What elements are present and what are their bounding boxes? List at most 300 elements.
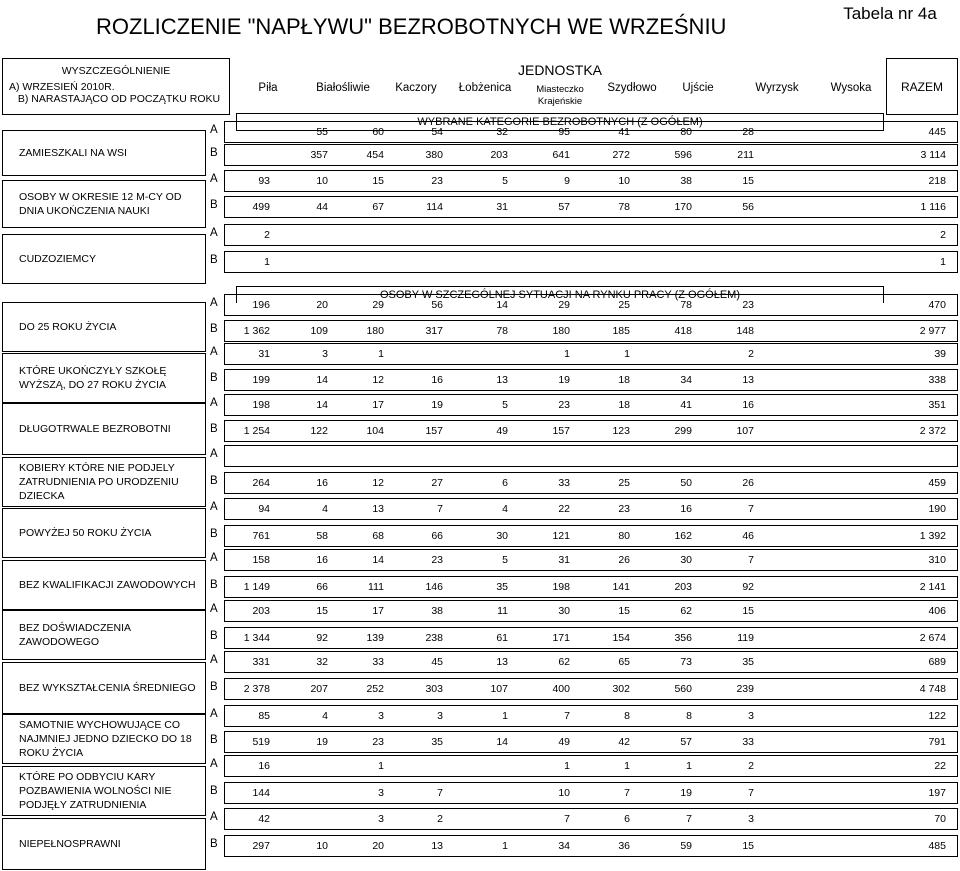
- row-letter: B: [210, 630, 218, 642]
- unit-header: Wysoka: [830, 82, 872, 94]
- table-cell: 93: [258, 175, 270, 187]
- table-cell: 761: [252, 530, 270, 542]
- table-cell: 1: [502, 710, 508, 722]
- table-cell: 34: [680, 374, 692, 386]
- table-cell: 15: [742, 605, 754, 617]
- table-cell: 297: [252, 840, 270, 852]
- table-cell: 170: [674, 201, 692, 213]
- table-cell: 9: [564, 175, 570, 187]
- table-cell: 146: [425, 581, 443, 593]
- table-cell: 14: [496, 299, 508, 311]
- period-a-label: A) WRZESIEŃ 2010R.: [9, 81, 115, 93]
- table-cell: 114: [426, 201, 443, 213]
- row-label: DO 25 ROKU ŻYCIA: [2, 302, 206, 352]
- row-letter: A: [210, 124, 218, 136]
- razem-header: RAZEM: [886, 58, 958, 115]
- table-cell: 1: [940, 256, 946, 268]
- row-letter: B: [210, 785, 218, 797]
- unit-header: Wyrzysk: [755, 82, 799, 94]
- table-cell: 7: [686, 813, 692, 825]
- table-cell: 35: [431, 736, 443, 748]
- period-b-label: B) NARASTAJĄCO OD POCZĄTKU ROKU: [17, 93, 221, 105]
- table-cell: 198: [552, 581, 570, 593]
- row-letter: A: [210, 397, 218, 409]
- table-cell: 180: [552, 325, 570, 337]
- table-cell: 1: [564, 760, 570, 772]
- row-label: BEZ DOŚWIADCZENIA ZAWODOWEGO: [2, 610, 206, 660]
- row-letter: B: [210, 681, 218, 693]
- table-cell: 1: [624, 760, 630, 772]
- table-cell: 299: [674, 425, 692, 437]
- table-cell: 356: [674, 632, 692, 644]
- table-cell: 157: [552, 425, 570, 437]
- table-cell: 61: [496, 632, 508, 644]
- table-cell: 3: [378, 787, 384, 799]
- table-cell: 445: [928, 126, 946, 138]
- table-cell: 5: [502, 554, 508, 566]
- row-letter: A: [210, 501, 218, 513]
- table-cell: 1: [686, 760, 692, 772]
- table-cell: 207: [310, 683, 328, 695]
- table-cell: 157: [425, 425, 443, 437]
- row-letter: B: [210, 323, 218, 335]
- table-cell: 16: [316, 477, 328, 489]
- table-cell: 23: [431, 554, 443, 566]
- row-box: [224, 498, 958, 520]
- row-box: [224, 835, 958, 857]
- table-cell: 4: [322, 503, 328, 515]
- table-number: Tabela nr 4a: [843, 4, 937, 23]
- table-cell: 519: [252, 736, 270, 748]
- table-cell: 57: [680, 736, 692, 748]
- table-cell: 66: [316, 581, 328, 593]
- table-cell: 141: [612, 581, 630, 593]
- row-box: [224, 755, 958, 777]
- table-cell: 3: [748, 813, 754, 825]
- table-cell: 5: [502, 175, 508, 187]
- table-cell: 16: [680, 503, 692, 515]
- table-cell: 5: [502, 399, 508, 411]
- table-cell: 16: [742, 399, 754, 411]
- table-cell: 44: [316, 201, 328, 213]
- table-cell: 1: [264, 256, 270, 268]
- row-box: [224, 196, 958, 218]
- table-cell: 30: [558, 605, 570, 617]
- table-cell: 23: [742, 299, 754, 311]
- table-cell: 7: [437, 787, 443, 799]
- row-letter: A: [210, 448, 218, 460]
- table-cell: 62: [680, 605, 692, 617]
- table-cell: 3: [378, 813, 384, 825]
- table-cell: 148: [736, 325, 754, 337]
- table-cell: 3: [748, 710, 754, 722]
- table-cell: 4: [322, 710, 328, 722]
- unit-header: Szydłowo: [607, 82, 657, 94]
- table-cell: 196: [252, 299, 270, 311]
- table-cell: 689: [928, 656, 946, 668]
- table-cell: 57: [558, 201, 570, 213]
- row-letter: B: [210, 734, 218, 746]
- table-cell: 14: [372, 554, 384, 566]
- table-cell: 30: [680, 554, 692, 566]
- table-cell: 22: [934, 760, 946, 772]
- row-letter: B: [210, 423, 218, 435]
- table-cell: 78: [618, 201, 630, 213]
- table-cell: 272: [612, 149, 630, 161]
- table-cell: 596: [674, 149, 692, 161]
- table-cell: 19: [558, 374, 570, 386]
- category-header-1: WYBRANE KATEGORIE BEZROBOTNYCH (Z OGÓŁEM): [236, 113, 884, 131]
- row-box: [224, 600, 958, 622]
- row-label: POWYŻEJ 50 ROKU ŻYCIA: [2, 508, 206, 558]
- unit-header: Kaczory: [395, 82, 437, 94]
- table-cell: 15: [742, 175, 754, 187]
- row-label: BEZ WYKSZTAŁCENIA ŚREDNIEGO: [2, 662, 206, 714]
- jednostka-header: JEDNOSTKA: [517, 62, 602, 78]
- table-cell: 56: [742, 201, 754, 213]
- table-cell: 27: [431, 477, 443, 489]
- table-cell: 15: [618, 605, 630, 617]
- table-cell: 34: [558, 840, 570, 852]
- table-cell: 29: [558, 299, 570, 311]
- table-cell: 2: [748, 348, 754, 360]
- table-cell: 19: [316, 736, 328, 748]
- table-cell: 15: [742, 840, 754, 852]
- row-box: [224, 651, 958, 673]
- table-cell: 4 748: [919, 683, 946, 695]
- table-cell: 23: [431, 175, 443, 187]
- table-cell: 1 116: [920, 201, 946, 213]
- table-cell: 218: [928, 175, 946, 187]
- table-cell: 68: [372, 530, 384, 542]
- table-cell: 4: [502, 503, 508, 515]
- table-cell: 7: [624, 787, 630, 799]
- table-cell: 20: [316, 299, 328, 311]
- row-letter: B: [210, 372, 218, 384]
- table-cell: 12: [372, 374, 384, 386]
- row-letter: A: [210, 346, 218, 358]
- table-cell: 1: [378, 760, 384, 772]
- row-label: KOBIERY KTÓRE NIE PODJELY ZATRUDNIENIA PO URODZENIU DZIECKA: [2, 457, 206, 507]
- table-cell: 14: [496, 736, 508, 748]
- table-cell: 33: [558, 477, 570, 489]
- table-cell: 470: [928, 299, 946, 311]
- table-cell: 2 977: [919, 325, 946, 337]
- table-cell: 38: [680, 175, 692, 187]
- table-cell: 1: [624, 348, 630, 360]
- row-box: [224, 576, 958, 598]
- table-cell: 203: [252, 605, 270, 617]
- table-cell: 36: [618, 840, 630, 852]
- row-label: OSOBY W OKRESIE 12 M-CY OD DNIA UKOŃCZENIA NAUKI: [2, 180, 206, 228]
- table-cell: 7: [748, 554, 754, 566]
- row-box: [224, 731, 958, 753]
- row-box: [224, 369, 958, 391]
- table-cell: 7: [748, 503, 754, 515]
- table-cell: 459: [928, 477, 946, 489]
- table-cell: 31: [258, 348, 270, 360]
- table-cell: 78: [680, 299, 692, 311]
- wyszczegolnienie-label: WYSZCZEGÓLNIENIE: [61, 65, 171, 77]
- page-title: ROZLICZENIE "NAPŁYWU" BEZROBOTNYCH WE WRZEŚNIU: [96, 14, 727, 39]
- row-letter: B: [210, 528, 218, 540]
- unit-header: Ujście: [682, 82, 714, 94]
- row-box: [224, 170, 958, 192]
- table-cell: 14: [316, 399, 328, 411]
- table-cell: 121: [552, 530, 570, 542]
- table-cell: 62: [558, 656, 570, 668]
- table-cell: 58: [316, 530, 328, 542]
- table-cell: 499: [252, 201, 270, 213]
- table-cell: 16: [258, 760, 270, 772]
- table-cell: 3 114: [920, 149, 946, 161]
- table-cell: 14: [316, 374, 328, 386]
- row-label: KTÓRE UKOŃCZYŁY SZKOŁĘ WYŻSZĄ, DO 27 ROKU ŻYCIA: [2, 353, 206, 403]
- table-cell: 123: [612, 425, 630, 437]
- table-cell: 13: [742, 374, 754, 386]
- table-cell: 32: [316, 656, 328, 668]
- table-cell: 107: [736, 425, 754, 437]
- table-cell: 485: [928, 840, 946, 852]
- table-cell: 107: [490, 683, 508, 695]
- table-cell: 122: [310, 425, 328, 437]
- table-cell: 16: [431, 374, 443, 386]
- table-cell: 104: [366, 425, 384, 437]
- table-cell: 18: [618, 374, 630, 386]
- table-cell: 20: [372, 840, 384, 852]
- row-letter: B: [210, 254, 218, 266]
- table-cell: 66: [431, 530, 443, 542]
- table-cell: 55: [316, 126, 328, 138]
- table-cell: 6: [624, 813, 630, 825]
- table-cell: 92: [316, 632, 328, 644]
- table-cell: 10: [316, 175, 328, 187]
- table-cell: 400: [552, 683, 570, 695]
- table-cell: 85: [258, 710, 270, 722]
- table-cell: 49: [558, 736, 570, 748]
- row-letter: A: [210, 654, 218, 666]
- table-cell: 198: [252, 399, 270, 411]
- table-cell: 13: [372, 503, 384, 515]
- table-cell: 2 141: [919, 581, 946, 593]
- table-cell: 78: [496, 325, 508, 337]
- unit-header: Łobżenica: [458, 82, 512, 94]
- table-cell: 3: [322, 348, 328, 360]
- table-cell: 67: [372, 201, 384, 213]
- table-cell: 351: [928, 399, 946, 411]
- row-letter: A: [210, 297, 218, 309]
- row-box: [224, 224, 958, 246]
- table-cell: 13: [431, 840, 443, 852]
- table-cell: 302: [612, 683, 630, 695]
- unit-header: Piła: [258, 82, 278, 94]
- row-box: [224, 343, 958, 365]
- row-letter: A: [210, 552, 218, 564]
- table-cell: 185: [612, 325, 630, 337]
- table-cell: 2: [940, 229, 946, 241]
- table-cell: 95: [558, 126, 570, 138]
- table-cell: 22: [558, 503, 570, 515]
- table-cell: 7: [748, 787, 754, 799]
- row-label: ZAMIESZKALI NA WSI: [2, 130, 206, 176]
- table-cell: 109: [310, 325, 328, 337]
- table-cell: 26: [742, 477, 754, 489]
- category-header-2: OSOBY W SZCZEGÓLNEJ SYTUACJI NA RYNKU PRACY (Z OGÓŁEM): [236, 286, 884, 303]
- table-cell: 54: [431, 126, 443, 138]
- row-letter: B: [210, 147, 218, 159]
- row-letter: A: [210, 758, 218, 770]
- table-cell: 122: [928, 710, 946, 722]
- table-cell: 162: [674, 530, 692, 542]
- table-cell: 50: [680, 477, 692, 489]
- table-cell: 2: [748, 760, 754, 772]
- row-box: [224, 472, 958, 494]
- row-box: [224, 525, 958, 547]
- table-cell: 59: [680, 840, 692, 852]
- table-cell: 1: [378, 348, 384, 360]
- table-cell: 33: [372, 656, 384, 668]
- table-cell: 111: [368, 581, 384, 593]
- table-cell: 199: [252, 374, 270, 386]
- row-label: SAMOTNIE WYCHOWUJĄCE CO NAJMNIEJ JEDNO DZIECKO DO 18 ROKU ŻYCIA: [2, 714, 206, 764]
- table-cell: 41: [680, 399, 692, 411]
- row-box: [224, 627, 958, 649]
- table-cell: 42: [258, 813, 270, 825]
- table-cell: 331: [252, 656, 270, 668]
- table-cell: 1 392: [919, 530, 946, 542]
- row-label: BEZ KWALIFIKACJI ZAWODOWYCH: [2, 560, 206, 610]
- table-cell: 18: [618, 399, 630, 411]
- table-cell: 1 344: [243, 632, 270, 644]
- row-label: DŁUGOTRWALE BEZROBOTNI: [2, 403, 206, 455]
- table-cell: 73: [680, 656, 692, 668]
- table-cell: 15: [316, 605, 328, 617]
- table-cell: 26: [618, 554, 630, 566]
- row-box: [224, 320, 958, 342]
- table-cell: 23: [618, 503, 630, 515]
- row-box: [224, 808, 958, 830]
- table-cell: 60: [372, 126, 384, 138]
- table-cell: 1: [564, 348, 570, 360]
- table-cell: 2: [437, 813, 443, 825]
- table-cell: 13: [496, 656, 508, 668]
- table-cell: 7: [564, 813, 570, 825]
- table-cell: 35: [742, 656, 754, 668]
- table-cell: 46: [742, 530, 754, 542]
- row-box: [224, 705, 958, 727]
- table-cell: 92: [742, 581, 754, 593]
- table-cell: 32: [496, 126, 508, 138]
- table-cell: 49: [496, 425, 508, 437]
- row-box: [224, 782, 958, 804]
- table-cell: 17: [372, 605, 384, 617]
- unit-header: Białośliwie: [316, 82, 370, 94]
- table-cell: 144: [252, 787, 270, 799]
- table-cell: 203: [674, 581, 692, 593]
- table-cell: 2 378: [243, 683, 270, 695]
- table-cell: 33: [742, 736, 754, 748]
- row-box: [224, 294, 958, 316]
- table-cell: 310: [928, 554, 946, 566]
- row-box: [224, 678, 958, 700]
- table-cell: 203: [490, 149, 508, 161]
- table-cell: 238: [425, 632, 443, 644]
- table-cell: 2: [264, 229, 270, 241]
- table-cell: 29: [372, 299, 384, 311]
- table-cell: 418: [674, 325, 692, 337]
- row-letter: A: [210, 173, 218, 185]
- row-letter: B: [210, 838, 218, 850]
- table-cell: 303: [425, 683, 443, 695]
- row-letter: A: [210, 811, 218, 823]
- table-cell: 211: [737, 149, 754, 161]
- row-box: [224, 420, 958, 442]
- table-cell: 15: [372, 175, 384, 187]
- row-box: [224, 394, 958, 416]
- table-cell: 264: [252, 477, 270, 489]
- unit-header: Miasteczko Krajeńskie: [536, 84, 584, 107]
- table-cell: 45: [431, 656, 443, 668]
- table-cell: 3: [437, 710, 443, 722]
- table-cell: 357: [310, 149, 328, 161]
- table-cell: 641: [552, 149, 570, 161]
- table-cell: 7: [437, 503, 443, 515]
- table-cell: 119: [737, 632, 754, 644]
- row-label: KTÓRE PO ODBYCIU KARY POZBAWIENIA WOLNOŚCI NIE PODJĘŁY ZATRUDNIENIA: [2, 766, 206, 816]
- row-box: [224, 549, 958, 571]
- table-cell: 406: [928, 605, 946, 617]
- table-cell: 1 149: [243, 581, 270, 593]
- table-cell: 454: [366, 149, 384, 161]
- table-cell: 70: [934, 813, 946, 825]
- table-cell: 39: [934, 348, 946, 360]
- table-cell: 25: [618, 477, 630, 489]
- row-letter: A: [210, 708, 218, 720]
- table-cell: 30: [496, 530, 508, 542]
- table-cell: 560: [674, 683, 692, 695]
- row-letter: B: [210, 475, 218, 487]
- row-box: [224, 445, 958, 467]
- table-cell: 35: [496, 581, 508, 593]
- table-cell: 42: [618, 736, 630, 748]
- table-cell: 31: [558, 554, 570, 566]
- table-cell: 380: [425, 149, 443, 161]
- table-cell: 11: [497, 605, 508, 617]
- table-cell: 94: [258, 503, 270, 515]
- table-cell: 38: [431, 605, 443, 617]
- table-cell: 19: [431, 399, 443, 411]
- table-cell: 1 254: [243, 425, 270, 437]
- header-wyszczegolnienie: [2, 58, 230, 115]
- row-box: [224, 251, 958, 273]
- table-cell: 10: [558, 787, 570, 799]
- row-letter: B: [210, 199, 218, 211]
- table-cell: 12: [372, 477, 384, 489]
- table-cell: 6: [502, 477, 508, 489]
- table-cell: 56: [431, 299, 443, 311]
- row-label: CUDZOZIEMCY: [2, 234, 206, 284]
- table-cell: 8: [686, 710, 692, 722]
- table-cell: 80: [680, 126, 692, 138]
- table-cell: 190: [928, 503, 946, 515]
- table-cell: 10: [316, 840, 328, 852]
- table-cell: 13: [496, 374, 508, 386]
- row-letter: B: [210, 579, 218, 591]
- table-cell: 239: [736, 683, 754, 695]
- table-cell: 28: [742, 126, 754, 138]
- row-letter: A: [210, 227, 218, 239]
- table-cell: 154: [612, 632, 630, 644]
